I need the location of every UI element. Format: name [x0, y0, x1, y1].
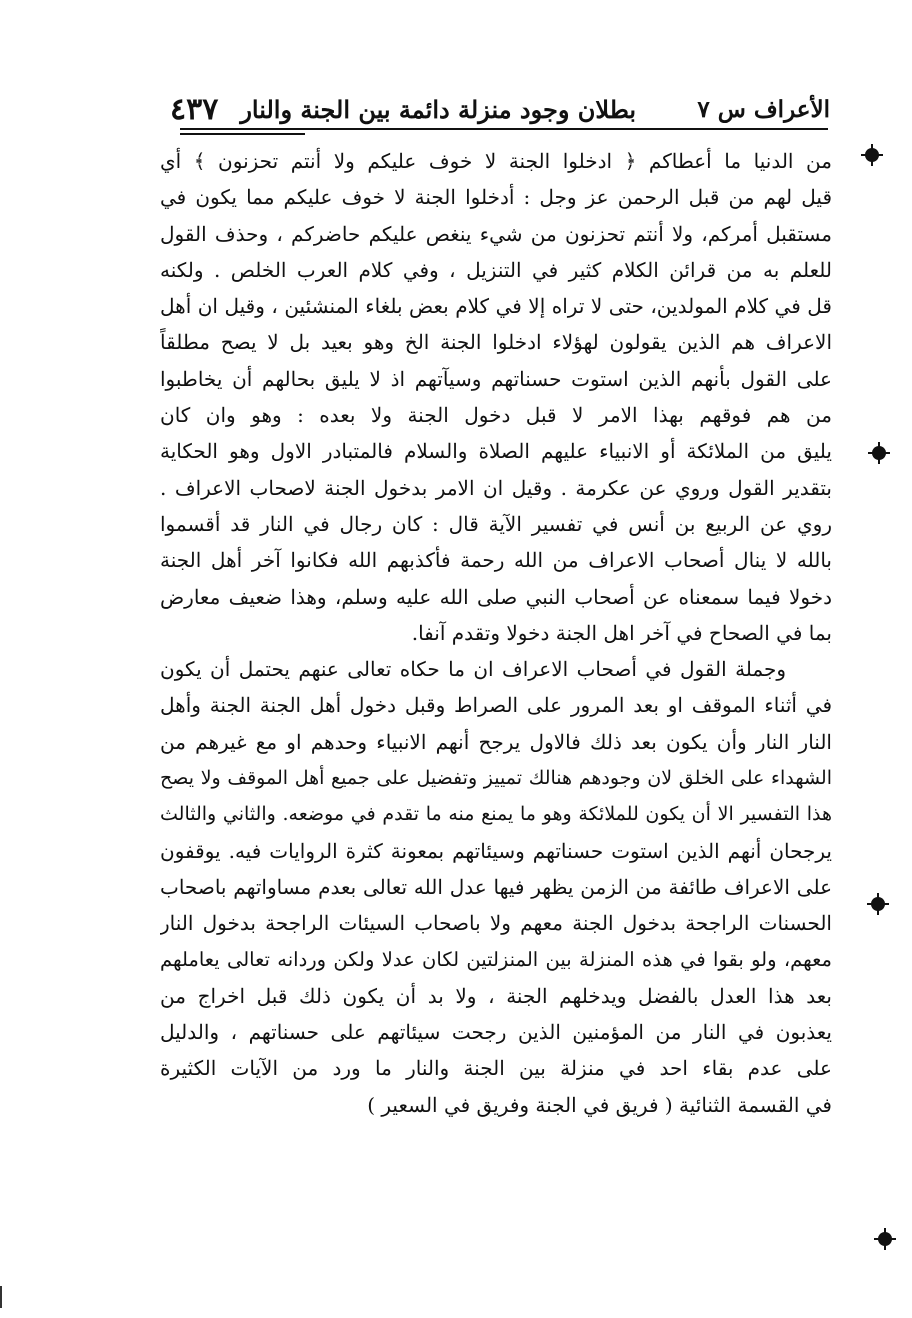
text-line: بعد هذا العدل بالفضل ويدخلهم الجنة ، ولا بد أن يكون ذلك قبل اخراج من — [160, 983, 832, 1008]
chapter-reference: الأعراف س ٧ — [697, 95, 830, 123]
text-line: للعلم به من قرائن الكلام كثير في التنزيل ، وفي كلام العرب الخلص . ولكنه — [160, 257, 832, 282]
text-line: هذا التفسير الا أن يكون للملائكة وهو ما يمنع منه ما تقدم في موضعه. والثاني والثالث — [160, 803, 832, 826]
text-line: الشهداء على الخلق لان وجودهم هنالك تمييز وتفضيل على جميع أهل الموقف ولا يصح — [160, 767, 832, 790]
header-rule — [180, 128, 828, 130]
text-line: قل في كلام المولدين، حتى لا تراه إلا في كلام بعض بلغاء المنشئين ، وقيل ان أهل — [160, 294, 832, 319]
text-line: في القسمة الثنائية ( فريق في الجنة وفريق في السعير ) — [367, 1092, 832, 1117]
text-line: وجملة القول في أصحاب الاعراف ان ما حكاه تعالى عنهم يحتمل أن يكون — [160, 657, 786, 682]
text-line: بالله لا ينال أصحاب الاعراف من الله رحمة فأكذبهم الله فكانوا آخر أهل الجنة — [160, 548, 832, 573]
text-line: على الاعراف طائفة من الزمن يظهر فيها عدل الله تعالى بعدم مساواتهم باصحاب — [160, 874, 832, 899]
binding-hole-mark — [865, 148, 879, 162]
text-line: الحسنات الراجحة بدخول الجنة معهم ولا باصحاب السيئات الراجحة بدخول النار — [160, 911, 832, 936]
text-line: قيل لهم من قبل الرحمن عز وجل : أدخلوا الجنة لا خوف عليكم مما يكون في — [160, 185, 832, 210]
header-left-group — [170, 92, 636, 127]
text-line: يعذبون في النار من المؤمنين الذين رجحت سيئاتهم على حسناتهم ، والدليل — [160, 1020, 832, 1045]
text-line: روي عن الربيع بن أنس في تفسير الآية قال : كان رجال في النار قد أقسموا — [160, 511, 832, 536]
page-header — [170, 86, 830, 132]
binding-hole-mark — [872, 446, 886, 460]
text-line: بتقدير القول وروي عن عكرمة . وقيل ان الامر بدخول الجنة لاصحاب الاعراف . — [160, 475, 832, 500]
text-line: على القول بأنهم الذين استوت حسناتهم وسيآتهم اذ لا يليق بحالهم أن يخاطبوا — [160, 366, 832, 391]
text-line: يليق من الملائكة أو الانبياء عليهم الصلاة والسلام فالمتبادر الاول وهو الحكاية — [160, 439, 832, 464]
running-head: بطلان وجود منزلة دائمة بين الجنة والنار — [240, 94, 637, 124]
text-line: بما في الصحاح في آخر اهل الجنة دخولا وتقدم آنفا. — [411, 620, 832, 645]
header-rule-double — [180, 133, 305, 135]
body-text — [160, 143, 832, 1123]
text-line: يرجحان أنهم الذين استوت حسناتهم وسيئاتهم بمعونة كثرة الروايات فيه. يوقفون — [160, 838, 832, 863]
text-line: دخولا فيما سمعناه عن أصحاب النبي صلى الله عليه وسلم، وهذا ضعيف معارض — [160, 584, 832, 609]
text-line: من الدنيا ما أعطاكم ﴿ ادخلوا الجنة لا خوف عليكم ولا أنتم تحزنون ﴾ أي — [160, 149, 832, 173]
text-line: معهم، ولو بقوا في هذه المنزلة بين المنزلتين لكان عدلا ولكن وردانه تعالى يعاملهم — [160, 947, 832, 971]
scan-edge-mark — [0, 1286, 2, 1308]
text-line: النار النار وأن يكون بعد ذلك فالاول يرجح أنهم الانبياء وحدهم او مع غيرهم من — [160, 729, 832, 754]
page-number: ٤٣٧ — [170, 91, 219, 127]
text-line: في أثناء الموقف او بعد المرور على الصراط وقبل دخول أهل الجنة الجنة وأهل — [160, 693, 832, 718]
text-line: من هم فوقهم بهذا الامر لا قبل دخول الجنة ولا بعده : وهو وان كان — [160, 403, 832, 428]
binding-hole-mark — [878, 1232, 892, 1246]
text-line: على عدم بقاء احد في منزلة بين الجنة والنار ما ورد من الآيات الكثيرة — [160, 1056, 832, 1081]
text-line: الاعراف هم الذين يقولون لهؤلاء ادخلوا الجنة الخ وهو بعيد بل لا يصح مطلقاً — [160, 330, 832, 355]
text-line: مستقبل أمركم، ولا أنتم تحزنون من شيء ينغص عليكم حاضركم ، وحذف القول — [160, 221, 832, 246]
binding-hole-mark — [871, 897, 885, 911]
